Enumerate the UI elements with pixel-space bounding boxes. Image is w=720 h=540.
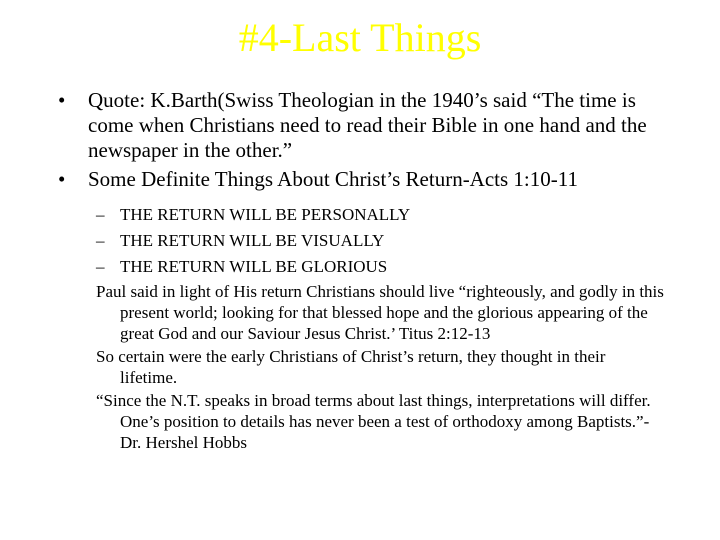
sub-item-personally xyxy=(96,202,666,228)
bullet-item-quote xyxy=(58,88,678,163)
dash-icon: – xyxy=(96,205,105,224)
sub-list xyxy=(96,202,666,453)
sub-item-text: THE RETURN WILL BE VISUALLY xyxy=(120,231,385,250)
bullet-text: Some Definite Things About Christ’s Return-Acts 1:10-11 xyxy=(88,167,578,191)
dash-icon: – xyxy=(96,257,105,276)
sub-item-visually xyxy=(96,228,666,254)
sub-item-text: THE RETURN WILL BE PERSONALLY xyxy=(120,205,411,224)
bullet-item-definite-things xyxy=(58,167,678,192)
sub-item-glorious xyxy=(96,254,666,280)
paragraph-hobbs-quote: “Since the N.T. speaks in broad terms about last things, interpretations will differ. One’s position to details has never been a test of orthodoxy among Baptists.”-Dr. Hershel Hobbs xyxy=(96,391,651,452)
paragraph-paul: Paul said in light of His return Christians should live “righteously, and godly in this present world; looking for that blessed hope and the glorious appearing of the great God and our Saviour Jesus Christ.’ Titus 2:12-13 xyxy=(96,282,664,343)
sub-item-text: THE RETURN WILL BE GLORIOUS xyxy=(120,257,388,276)
bullet-text: Quote: K.Barth(Swiss Theologian in the 1940’s said “The time is come when Christians need to read their Bible in one hand and the newspaper in the other.” xyxy=(88,88,647,162)
bullet-icon: • xyxy=(58,88,66,112)
slide-title: #4-Last Things xyxy=(238,15,482,60)
bullet-list xyxy=(58,88,678,192)
paragraph-early-christians: So certain were the early Christians of Christ’s return, they thought in their lifetime. xyxy=(96,347,606,387)
bullet-icon: • xyxy=(58,167,66,191)
dash-icon: – xyxy=(96,231,105,250)
